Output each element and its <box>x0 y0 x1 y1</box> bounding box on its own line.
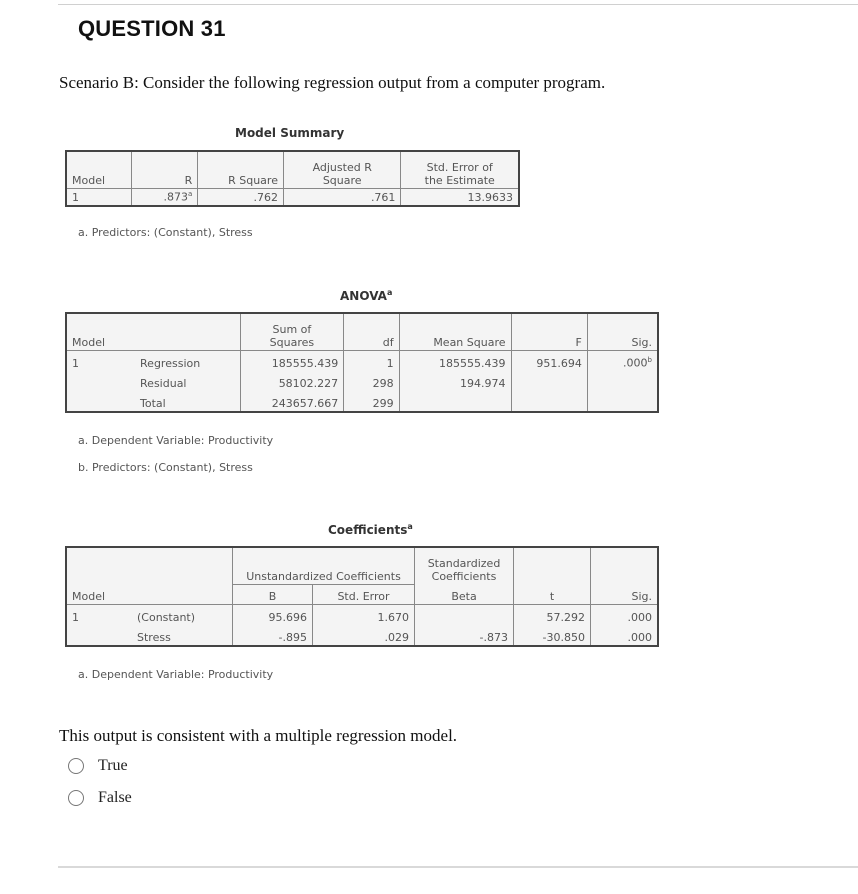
coefficients-title-text: Coefficients <box>328 523 408 537</box>
anova-cell-df: 1 <box>344 351 399 372</box>
ms-header-se-line1: Std. Error of <box>426 161 493 174</box>
coef-header-std <box>415 547 514 584</box>
anova-header-df: df <box>344 313 399 351</box>
ms-header-rsquare: R Square <box>198 151 284 189</box>
coefficients-table <box>65 546 659 647</box>
ms-cell-r-sup: a <box>187 190 193 198</box>
coef-cell-beta: -.873 <box>415 625 514 646</box>
ms-cell-rsquare: .762 <box>198 189 284 206</box>
coef-cell-beta <box>415 605 514 626</box>
ms-header-adjr-line1: Adjusted R <box>312 161 372 174</box>
option-false-label[interactable]: False <box>98 789 132 806</box>
coefficients-title-sup: a <box>407 522 413 531</box>
option-true[interactable] <box>68 757 128 775</box>
anova-header-sig: Sig. <box>587 313 658 351</box>
anova-row-label: Residual <box>140 377 187 390</box>
coef-header-std-line2: Coefficients <box>431 570 497 583</box>
anova-cell-ss: 185555.439 <box>240 351 344 372</box>
anova-cell-sig-value: .000 <box>623 357 648 370</box>
ms-header-model: Model <box>66 151 131 189</box>
coef-header-se: Std. Error <box>313 584 415 605</box>
coef-row-label: (Constant) <box>137 611 196 624</box>
top-divider <box>58 4 858 5</box>
model-summary-table <box>65 150 520 207</box>
question-title: QUESTION 31 <box>78 16 226 41</box>
coef-cell-b: 95.696 <box>233 605 313 626</box>
radio-false[interactable] <box>68 790 84 806</box>
ms-header-adjr <box>283 151 400 189</box>
scenario-text: Scenario B: Consider the following regression output from a computer program. <box>59 73 606 92</box>
regression-output-image <box>58 112 670 692</box>
coef-cell-t: -30.850 <box>514 625 591 646</box>
ms-cell-model: 1 <box>72 190 79 204</box>
ms-header-se-line2: the Estimate <box>424 174 495 187</box>
anova-cell-ms: 194.974 <box>399 371 511 391</box>
coef-header-sig: Sig. <box>591 584 659 605</box>
anova-row-label: Regression <box>140 357 201 370</box>
anova-table <box>65 312 659 413</box>
coef-cell-t: 57.292 <box>514 605 591 626</box>
anova-header-ss-line1: Sum of <box>272 323 312 336</box>
coef-cell-model: 1 <box>72 611 79 624</box>
ms-header-adjr-line2: Square <box>322 174 362 187</box>
ms-note: a. Predictors: (Constant), Stress <box>78 226 253 239</box>
ms-header-se <box>401 151 519 189</box>
anova-cell-model: 1 <box>72 357 79 370</box>
coef-cell-se: .029 <box>313 625 415 646</box>
model-summary-title: Model Summary <box>235 126 345 140</box>
radio-true[interactable] <box>68 758 84 774</box>
ms-cell-r <box>131 189 198 206</box>
anova-header-ss-line2: Squares <box>269 336 315 349</box>
anova-note-b: b. Predictors: (Constant), Stress <box>78 461 253 474</box>
question-prompt: This output is consistent with a multiple regression model. <box>59 726 458 745</box>
anova-title <box>340 288 392 303</box>
anova-row-label: Total <box>140 397 166 410</box>
option-false[interactable] <box>68 789 132 807</box>
ms-cell-r-value: .873 <box>163 190 188 204</box>
anova-header-ss <box>240 313 344 351</box>
coef-cell-sig: .000 <box>591 625 659 646</box>
coef-header-b: B <box>233 584 313 605</box>
anova-title-sup: a <box>386 288 393 297</box>
coef-header-beta: Beta <box>415 584 514 605</box>
coef-header-unstd: Unstandardized Coefficients <box>233 547 415 584</box>
ms-cell-se: 13.9633 <box>401 189 519 206</box>
anova-header-ms: Mean Square <box>399 313 511 351</box>
coef-header-model: Model <box>66 584 132 605</box>
anova-cell-sig-sup: b <box>647 356 652 365</box>
anova-cell-ss: 58102.227 <box>240 371 344 391</box>
bottom-divider <box>58 866 858 868</box>
anova-note-a: a. Dependent Variable: Productivity <box>78 434 274 447</box>
ms-header-r: R <box>131 151 198 189</box>
anova-cell-ms: 185555.439 <box>399 351 511 372</box>
coef-row-label: Stress <box>137 631 171 644</box>
coef-cell-sig: .000 <box>591 605 659 626</box>
coef-cell-b: -.895 <box>233 625 313 646</box>
anova-cell-df: 299 <box>344 391 399 412</box>
anova-cell-df: 298 <box>344 371 399 391</box>
option-true-label[interactable]: True <box>98 757 128 774</box>
coef-header-t: t <box>514 584 591 605</box>
coefficients-title <box>328 522 413 537</box>
anova-cell-ss: 243657.667 <box>240 391 344 412</box>
anova-header-model: Model <box>66 313 135 351</box>
anova-header-f: F <box>511 313 587 351</box>
ms-cell-adjr: .761 <box>283 189 400 206</box>
coef-cell-se: 1.670 <box>313 605 415 626</box>
anova-cell-sig <box>587 351 658 372</box>
coef-header-std-line1: Standardized <box>427 557 501 570</box>
anova-cell-f: 951.694 <box>511 351 587 372</box>
coef-note: a. Dependent Variable: Productivity <box>78 668 274 681</box>
anova-title-text: ANOVA <box>340 289 387 303</box>
